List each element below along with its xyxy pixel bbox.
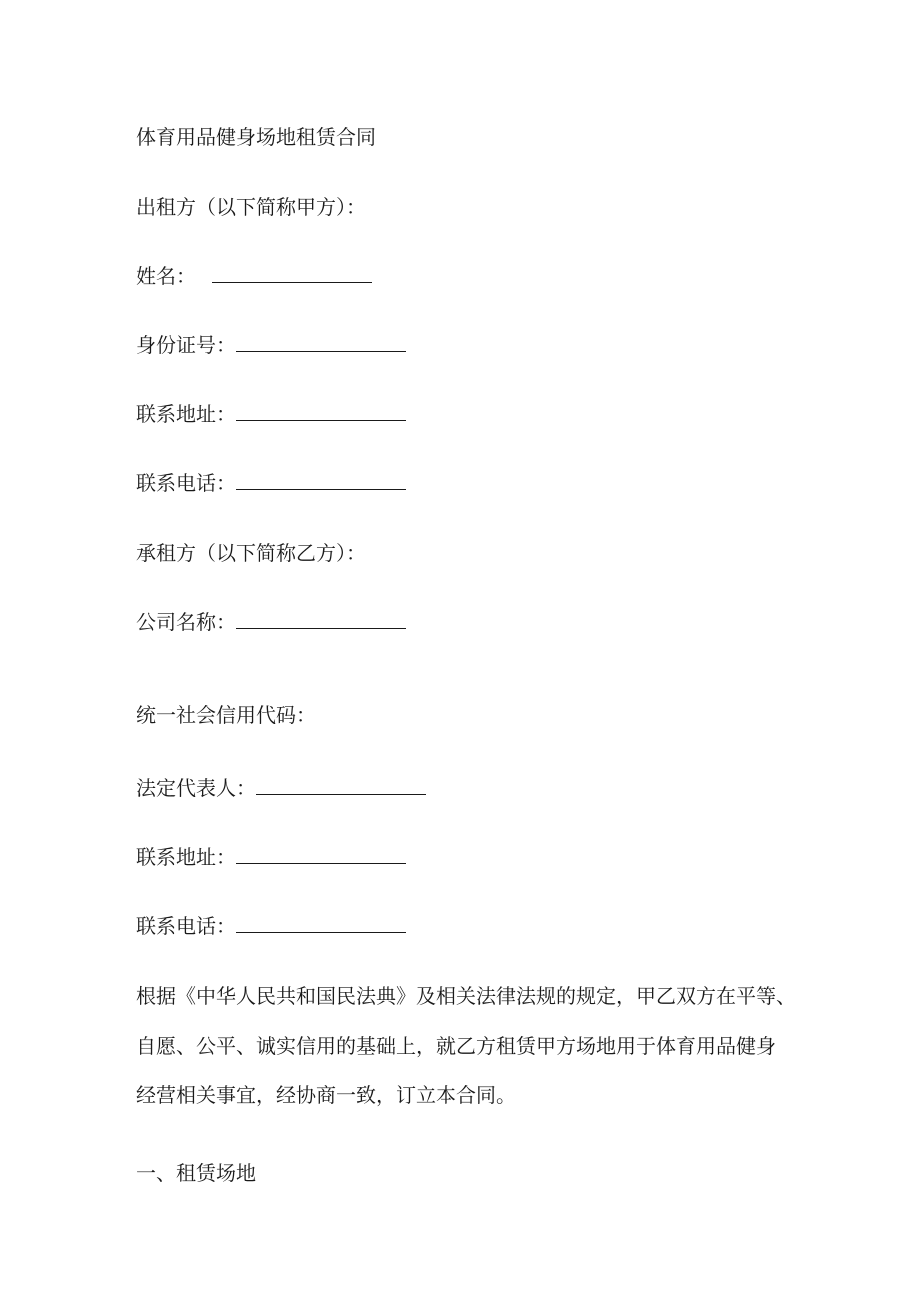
section-1-heading: 一、租赁场地 [136,1161,256,1185]
preamble-line-2: 自愿、公平、诚实信用的基础上，就乙方租赁甲方场地用于体育用品健身 [136,1034,776,1058]
lessee-phone-row [136,914,406,938]
lessee-heading: 承租方（以下简称乙方）： [136,541,366,565]
lessee-address-field[interactable] [236,845,406,864]
lessor-heading: 出租方（以下简称甲方）： [136,195,366,219]
lessor-phone-label: 联系电话： [136,471,236,495]
lessee-credit-code-row [136,703,316,727]
lessee-credit-code-label: 统一社会信用代码： [136,703,316,727]
lessee-address-row [136,845,406,869]
lessor-address-label: 联系地址： [136,402,236,426]
lessee-legal-rep-field[interactable] [256,776,426,795]
lessor-phone-row [136,471,406,495]
lessee-legal-rep-label: 法定代表人： [136,776,256,800]
lessor-id-field[interactable] [236,333,406,352]
lessee-legal-rep-row [136,776,426,800]
preamble-line-3: 经营相关事宜，经协商一致，订立本合同。 [136,1083,516,1107]
lessor-name-row [136,264,372,288]
lessor-name-label: 姓名： [136,264,196,288]
document-title: 体育用品健身场地租赁合同 [136,125,376,149]
lessor-id-row [136,333,406,357]
lessor-address-field[interactable] [236,402,406,421]
lessee-company-field[interactable] [236,610,406,629]
lessee-phone-label: 联系电话： [136,914,236,938]
lessee-address-label: 联系地址： [136,845,236,869]
lessee-company-label: 公司名称： [136,610,236,634]
lessor-phone-field[interactable] [236,471,406,490]
lessee-company-row [136,610,406,634]
lessor-name-field[interactable] [212,264,372,283]
preamble-line-1: 根据《中华人民共和国民法典》及相关法律法规的规定，甲乙双方在平等、 [136,984,796,1008]
lessor-id-label: 身份证号： [136,333,236,357]
lessee-phone-field[interactable] [236,914,406,933]
lessor-address-row [136,402,406,426]
